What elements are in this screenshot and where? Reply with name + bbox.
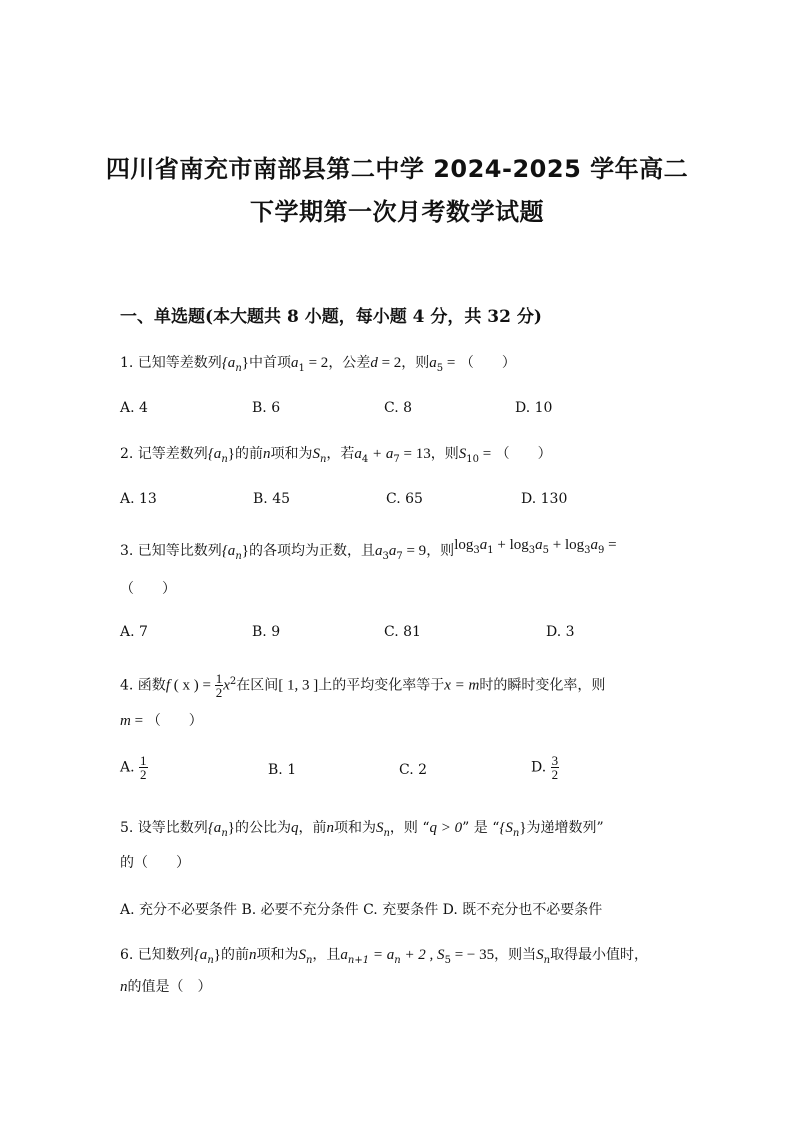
q3-option-c: C. 81 <box>384 624 421 640</box>
question-1: 1. 已知等差数列$\{a_n\}$中首项$a_1 = 2$，公差d = 2，则$a_5$ = （ ） <box>120 355 516 374</box>
q2-option-d: D. 130 <box>521 491 568 507</box>
question-3: 3. 已知等比数列$\{a_n\}$的各项均为正数，且$a_3a_7 = 9$，则$\log_3a_1 + \log_3a_5 + \log_3a_9$ = <box>120 537 617 562</box>
q4-option-a: A. $\frac{1}{2}$ <box>120 753 147 782</box>
question-4-line-2: m = （ ） <box>120 713 203 729</box>
question-6-line-2: n的值是（ ） <box>120 979 212 995</box>
document-title-line-1: 四川省南充市南部县第二中学 2024-2025 学年高二 <box>105 155 689 183</box>
q1-option-c: C. 8 <box>384 400 413 416</box>
q4-option-c: C. 2 <box>399 762 428 778</box>
question-3-answer-paren: （ ） <box>120 581 176 597</box>
q3-option-d: D. 3 <box>546 624 575 640</box>
q2-option-c: C. 65 <box>386 491 423 507</box>
fraction-one-half: $\frac{1}{2}$ <box>215 671 223 700</box>
q4-option-d: D. $\frac{3}{2}$ <box>531 753 559 782</box>
section-heading: 一、单选题(本大题共 8 小题，每小题 4 分，共 32 分) <box>120 307 542 327</box>
q1-option-d: D. 10 <box>515 400 553 416</box>
q1-option-a: A. 4 <box>120 400 148 416</box>
q5-options: A. 充分不必要条件 B. 必要不充分条件 C. 充要条件 D. 既不充分也不必要条件 <box>120 902 603 918</box>
q2-option-a: A. 13 <box>120 491 157 507</box>
question-5: 5. 设等比数列$\{a_n\}$的公比为q，前n项和为$S_n$，则 “q > 0” 是 “$\{S_n\}$为递增数列” <box>120 820 604 839</box>
q3-option-a: A. 7 <box>120 624 148 640</box>
q1-option-b: B. 6 <box>252 400 281 416</box>
q3-option-b: B. 9 <box>252 624 281 640</box>
question-2: 2. 记等差数列$\{a_n\}$的前n项和为$S_n$，若$a_4 + a_7 = 13$，则$S_{10}$ = （ ） <box>120 446 552 465</box>
question-6: 6. 已知数列$\{a_n\}$的前n项和为$S_n$，且$a_{n+1} = a_n + 2$ , $S_5$ = − 35，则当$S_n$取得最小值时， <box>120 947 649 966</box>
q4-option-b: B. 1 <box>268 762 297 778</box>
document-title-line-2: 下学期第一次月考数学试题 <box>250 198 544 226</box>
question-4: 4. 函数f ( x ) = $\frac{1}{2}$ $x^2$在区间[ 1, 3 ]上的平均变化率等于x = m时的瞬时变化率，则 <box>120 671 606 700</box>
q2-option-b: B. 45 <box>253 491 291 507</box>
question-5-line-2: 的（ ） <box>120 855 190 871</box>
